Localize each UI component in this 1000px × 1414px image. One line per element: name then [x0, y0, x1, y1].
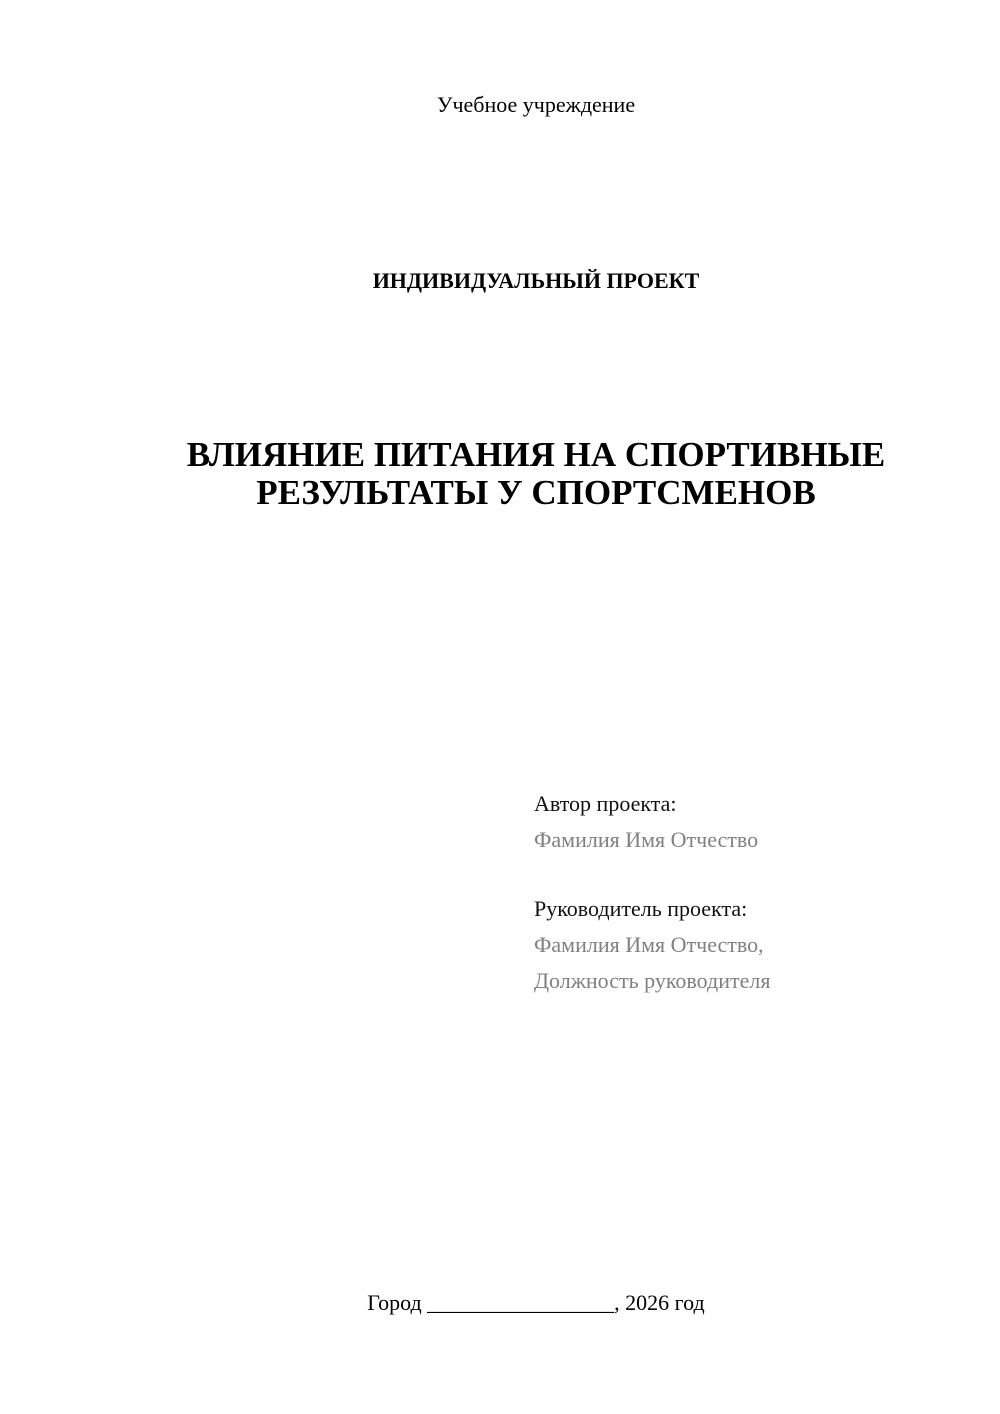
- author-label: Автор проекта:: [534, 791, 677, 816]
- city-year-line: Город _________________, 2026 год: [367, 1290, 705, 1315]
- institution-name: Учебное учреждение: [436, 92, 636, 117]
- project-title-line-1: ВЛИЯНИЕ ПИТАНИЯ НА СПОРТИВНЫЕ: [186, 435, 886, 474]
- supervisor-position: Должность руководителя: [534, 968, 771, 993]
- supervisor-name: Фамилия Имя Отчество,: [534, 932, 764, 957]
- info-spacer: [534, 858, 974, 891]
- author-name: Фамилия Имя Отчество: [534, 827, 759, 852]
- project-title: [0, 436, 1000, 512]
- supervisor-label: Руководитель проекта:: [534, 896, 748, 921]
- project-type-heading: ИНДИВИДУАЛЬНЫЙ ПРОЕКТ: [372, 268, 700, 293]
- project-info-block: [534, 786, 974, 999]
- project-title-line-2: РЕЗУЛЬТАТЫ У СПОРТСМЕНОВ: [256, 473, 816, 512]
